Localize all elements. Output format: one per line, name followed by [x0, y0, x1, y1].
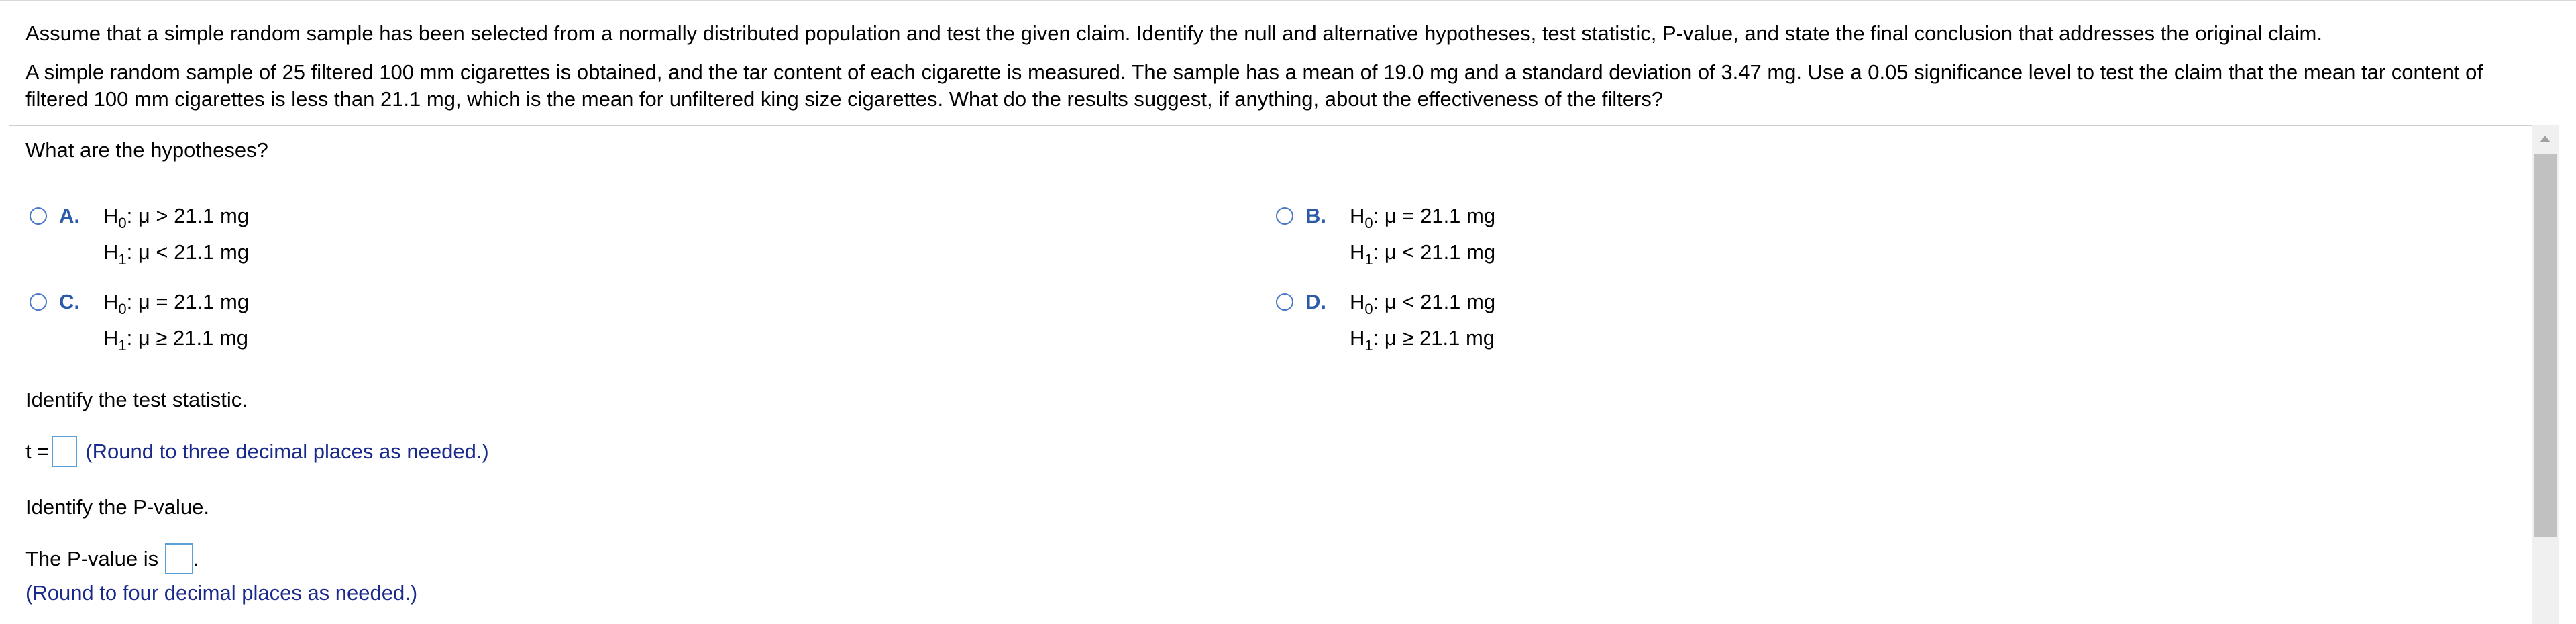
vertical-scrollbar[interactable] — [2532, 125, 2559, 624]
option-b-alternative-hypothesis: $H_1$: μ < 21.1 mg — [1350, 240, 1496, 268]
option-d-alternative-hypothesis: $H_1$: μ ≥ 21.1 mg — [1350, 326, 1495, 354]
t-label: t = — [25, 439, 50, 463]
test-statistic-row — [25, 436, 489, 467]
top-divider — [0, 0, 2576, 1]
p-value-input[interactable] — [165, 543, 193, 574]
option-d-letter: D. — [1305, 290, 1326, 313]
option-c-null-hypothesis: $H_0$: μ = 21.1 mg — [103, 290, 250, 317]
option-a-letter: A. — [59, 204, 80, 227]
content-divider — [9, 125, 2532, 126]
test-statistic-question: Identify the test statistic. — [25, 388, 248, 411]
option-b-letter: B. — [1305, 204, 1326, 227]
instructions-text: Assume that a simple random sample has been selected from a normally distributed population and test the given claim. Identify the null and alternative hypotheses, test statistic, P-value, and state the final conclusion that addresses the original claim. — [25, 21, 2322, 45]
option-b-null-hypothesis: $H_0$: μ = 21.1 mg — [1350, 204, 1496, 231]
problem-statement: A simple random sample of 25 filtered 100 mm cigarettes is obtained, and the tar content of each cigarette is measured. The sample has a mean of 19.0 mg and a standard deviation of 3.47 mg. Use a 0.05 significance level to test the claim that the mean tar content of filtered 100 mm cigarettes is less than 21.1 mg, which is the mean for unfiltered king size cigarettes. What do the results suggest, if anything, about the effectiveness of the filters? — [25, 60, 2483, 111]
option-c-alternative-hypothesis: $H_1$: μ ≥ 21.1 mg — [103, 326, 249, 354]
scrollbar-thumb[interactable] — [2534, 154, 2557, 537]
test-statistic-hint: (Round to three decimal places as needed.) — [85, 439, 489, 463]
option-d-radio[interactable] — [1276, 293, 1293, 311]
p-value-question: Identify the P-value. — [25, 495, 209, 519]
scroll-up-arrow-icon[interactable] — [2540, 136, 2551, 142]
option-a-alternative-hypothesis: $H_1$: μ < 21.1 mg — [103, 240, 250, 268]
option-c-letter: C. — [59, 290, 80, 313]
option-a-null-hypothesis: $H_0$: μ > 21.1 mg — [103, 204, 250, 231]
option-d-null-hypothesis: $H_0$: μ < 21.1 mg — [1350, 290, 1496, 317]
test-statistic-input[interactable] — [52, 436, 77, 467]
p-value-label: The P-value is — [25, 547, 159, 570]
p-value-row — [25, 543, 199, 574]
hypotheses-question: What are the hypotheses? — [25, 138, 268, 162]
option-a-radio[interactable] — [30, 207, 47, 225]
option-c-radio[interactable] — [30, 293, 47, 311]
p-value-hint: (Round to four decimal places as needed.) — [25, 581, 418, 605]
p-value-period: . — [193, 547, 199, 570]
option-b-radio[interactable] — [1276, 207, 1293, 225]
